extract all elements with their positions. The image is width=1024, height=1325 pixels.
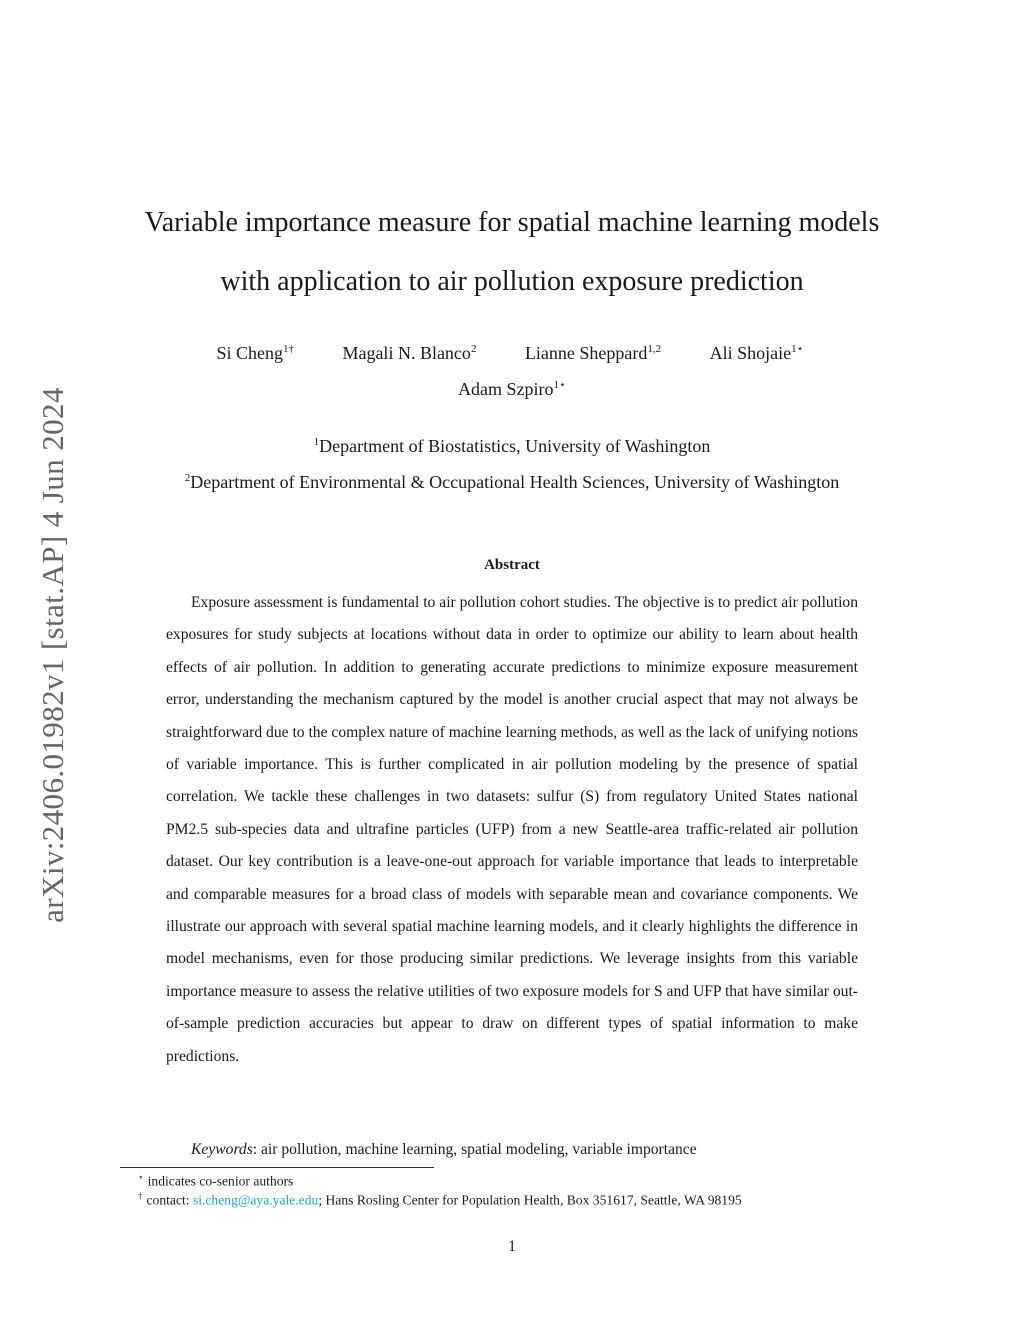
keywords-line: [191, 1141, 871, 1159]
abstract-body: Exposure assessment is fundamental to air pollution cohort studies. The objective is to predict air pollution exposures for study subjects at locations without data in order to optimize our ability to learn about health effects of air pollution. In addition to generating accurate predictions to minimize exposure measurement error, understanding the mechanism captured by the model is another crucial aspect that may not always be straightforward due to the complex nature of machine learning methods, as well as the lack of unifying notions of variable importance. This is further complicated in air pollution modeling by the presence of spatial correlation. We tackle these challenges in two datasets: sulfur (S) from regulatory United States national PM2.5 sub-species data and ultrafine particles (UFP) from a new Seattle-area traffic-related air pollution dataset. Our key contribution is a leave-one-out approach for variable importance that leads to interpretable and comparable measures for a broad class of models with separable mean and covariance components. We illustrate our approach with several spatial machine learning models, and it clearly highlights the difference in model mechanisms, even for those producing similar predictions. We leverage insights from this variable importance measure to assess the relative utilities of two exposure models for S and UFP that have similar out-of-sample prediction accuracies but appear to draw on different types of spatial information to make predictions.: [166, 594, 858, 1065]
arxiv-stamp-text: arXiv:2406.01982v1 [stat.AP] 4 Jun 2024: [35, 387, 70, 923]
author-si-cheng: Si Cheng$^{1\dagger}$: [216, 343, 294, 363]
footnote-rule: [120, 1167, 434, 1168]
abstract-heading: Abstract: [484, 557, 540, 573]
author-adam-szpiro: Adam Szpiro$^{1⋆}$: [458, 379, 566, 399]
keywords-label: Keywords: [191, 1141, 253, 1158]
paper-title-line-1: Variable importance measure for spatial machine learning models: [144, 207, 880, 238]
footnote-contact: † contact: si.cheng@aya.yale.edu; Hans Rosling Center for Population Health, Box 351617, Seattle, WA 98195: [138, 1191, 742, 1208]
author-list: [140, 342, 880, 364]
author-ali-shojaie: Ali Shojaie$^{1⋆}$: [709, 343, 804, 363]
footnote-co-senior: ⋆ indicates co-senior authors: [138, 1172, 294, 1189]
contact-email-link[interactable]: si.cheng@aya.yale.edu: [192, 1192, 319, 1208]
affiliation-2: $^2$Department of Environmental & Occupational Health Sciences, University of Washington: [184, 472, 840, 492]
affiliation-1: $^1$Department of Biostatistics, University of Washington: [313, 436, 711, 456]
paper-title-line-2: with application to air pollution exposure prediction: [220, 266, 804, 297]
keywords-text: : air pollution, machine learning, spatial modeling, variable importance: [252, 1141, 697, 1158]
author-magali-blanco: Magali N. Blanco$^2$: [342, 343, 477, 363]
author-lianne-sheppard: Lianne Sheppard$^{1,2}$: [524, 343, 662, 363]
page-number: 1: [508, 1238, 516, 1255]
